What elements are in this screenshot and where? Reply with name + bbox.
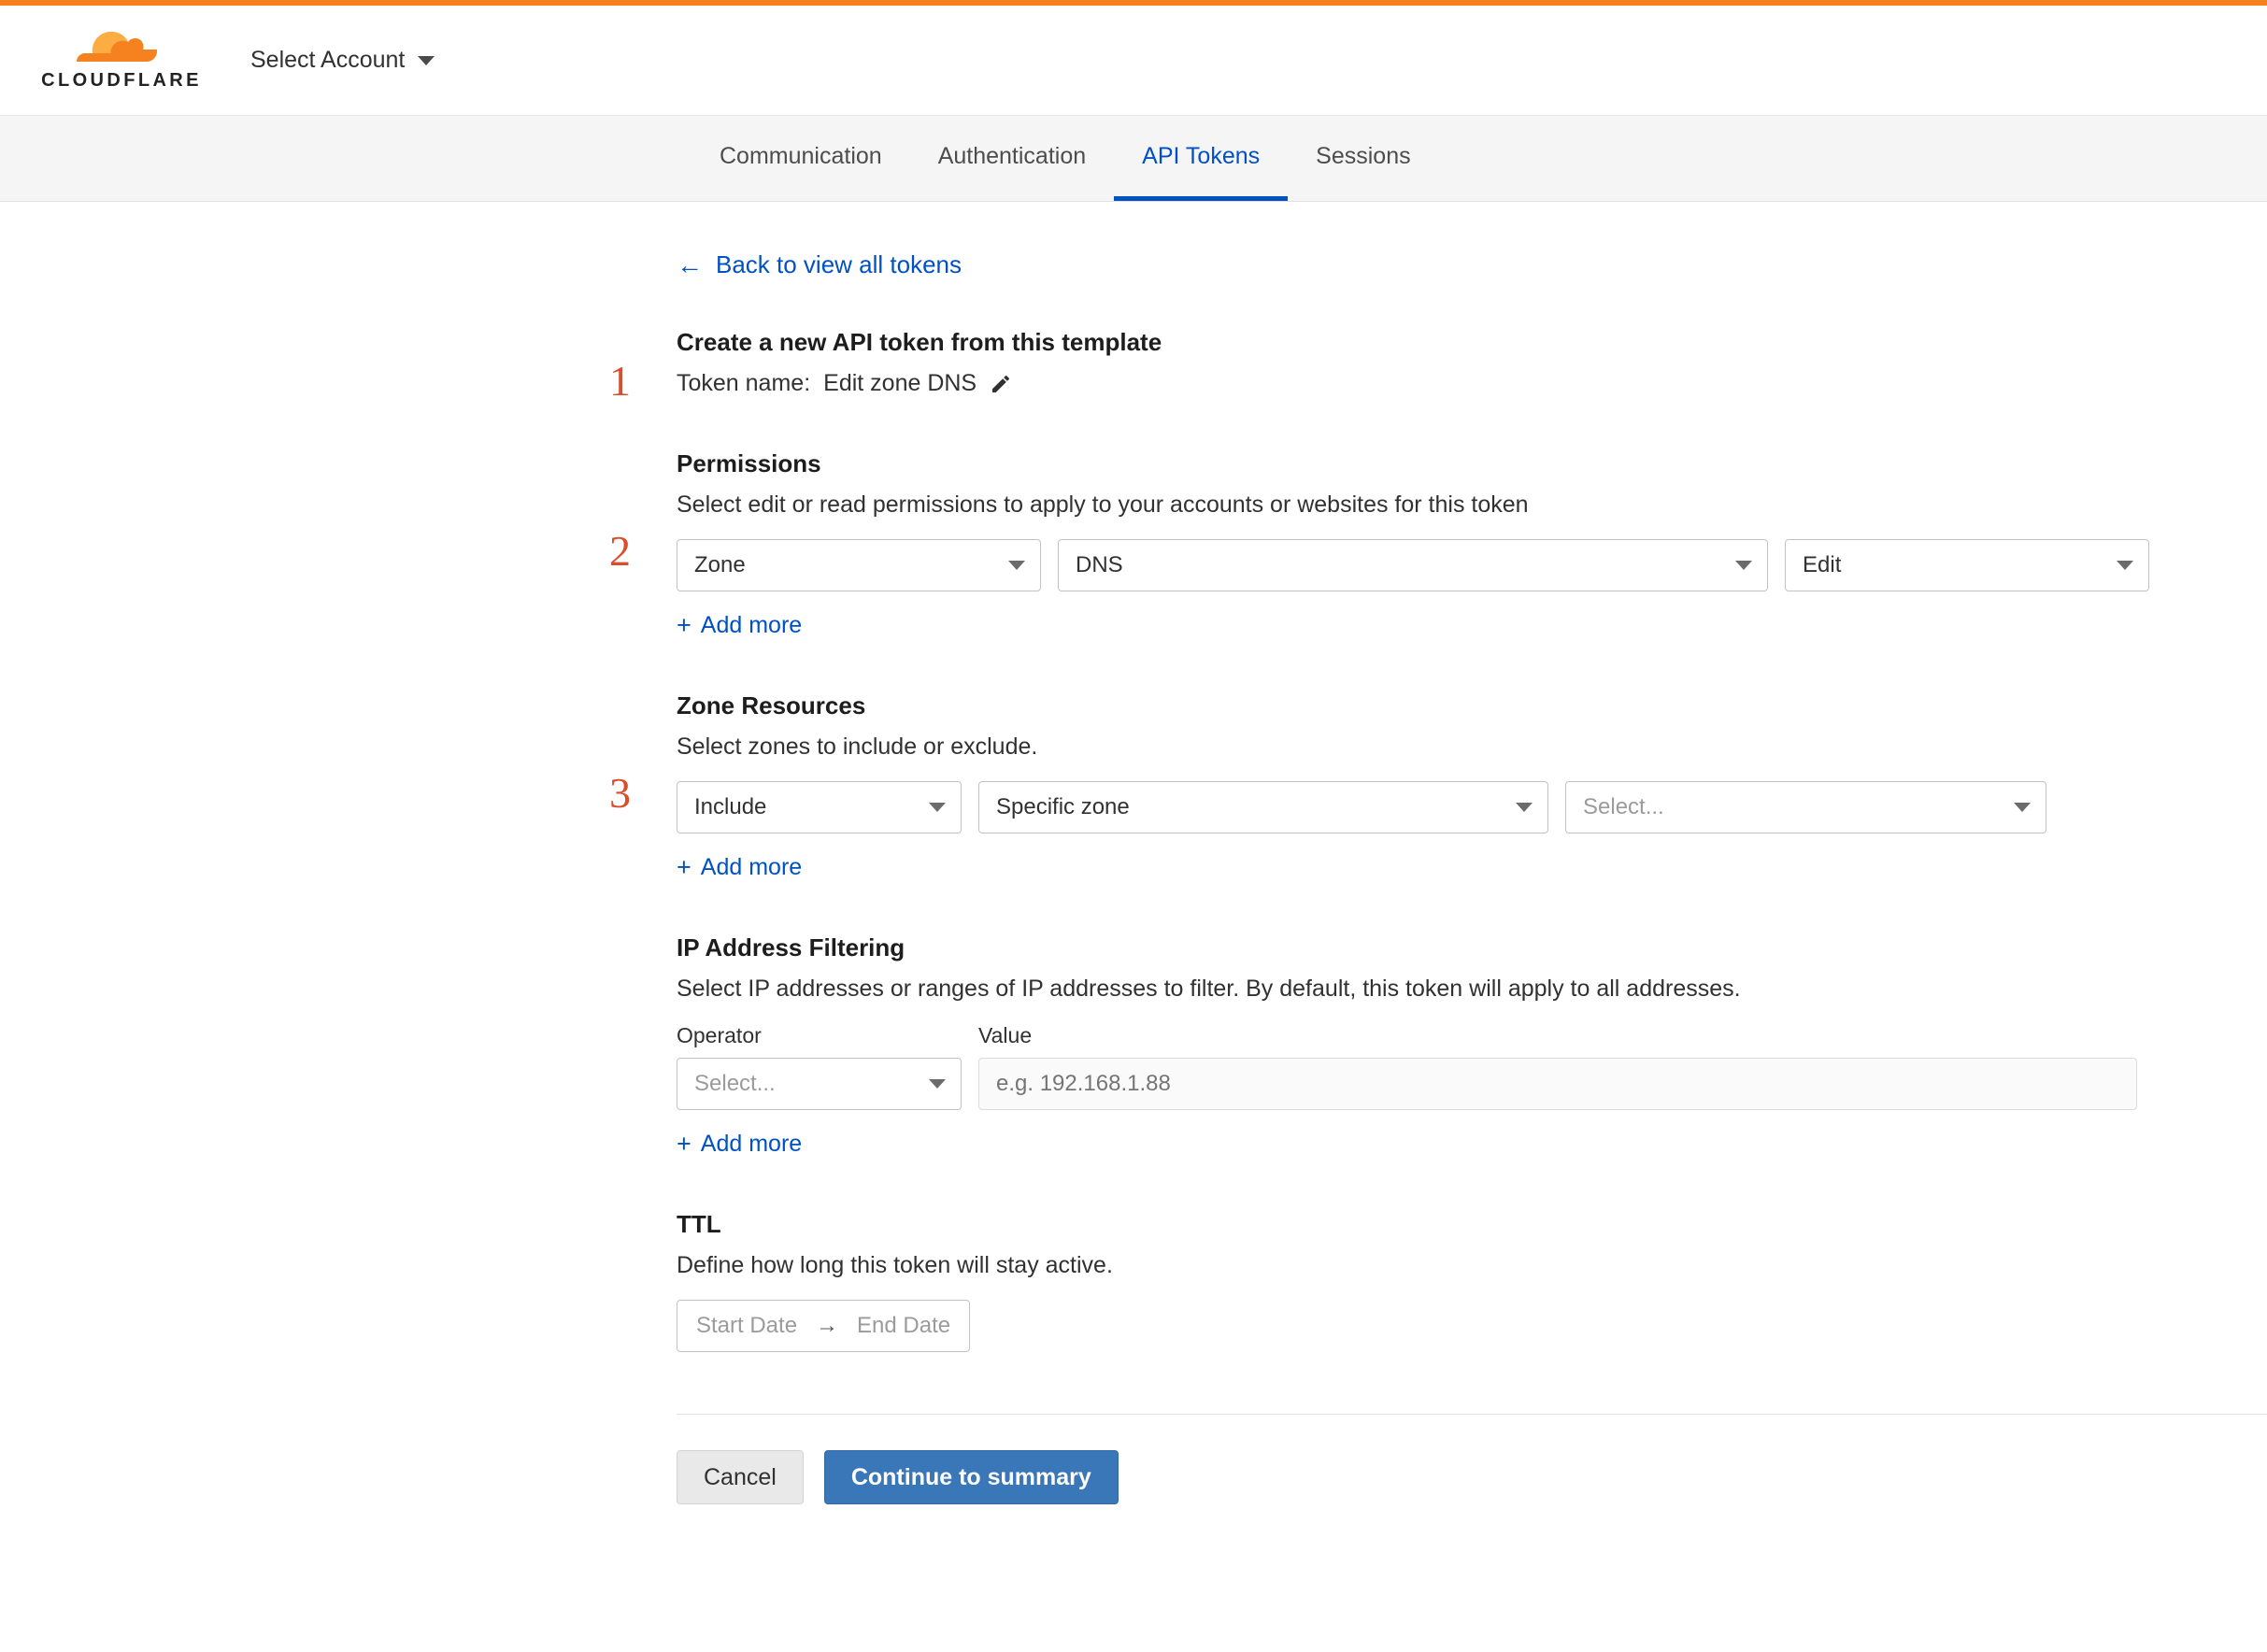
cancel-button[interactable]: Cancel xyxy=(677,1450,804,1504)
operator-field xyxy=(677,1023,962,1110)
main-content xyxy=(0,202,2267,1560)
end-date-placeholder: End Date xyxy=(857,1313,951,1338)
step-number-2: 2 xyxy=(609,527,631,575)
zone-resources-row xyxy=(677,781,2267,833)
account-selector-label: Select Account xyxy=(250,47,406,73)
chevron-down-icon xyxy=(2117,561,2133,570)
chevron-down-icon xyxy=(1735,561,1752,570)
arrow-left-icon: ← xyxy=(677,249,703,279)
permissions-title: Permissions xyxy=(677,449,821,477)
start-date-placeholder: Start Date xyxy=(696,1313,798,1338)
ip-filtering-row xyxy=(677,1023,2267,1110)
add-more-label: Add more xyxy=(700,1131,803,1157)
pencil-icon[interactable] xyxy=(990,373,1012,395)
operator-label: Operator xyxy=(677,1023,762,1047)
tab-label: API Tokens xyxy=(1142,142,1261,169)
zone-resources-description: Select zones to include or exclude. xyxy=(677,733,1038,760)
zone-name-value: Select... xyxy=(1583,794,1664,819)
value-field xyxy=(978,1023,2137,1110)
add-more-label: Add more xyxy=(700,612,803,638)
ttl-section xyxy=(677,1210,2267,1352)
ip-filtering-section xyxy=(677,933,2267,1158)
nav-tabs xyxy=(0,116,2267,202)
arrow-right-icon: → xyxy=(816,1313,839,1338)
permissions-add-more-button[interactable] xyxy=(677,612,802,639)
zone-mode-select[interactable] xyxy=(677,781,962,833)
permissions-section xyxy=(609,449,2267,639)
footer-actions xyxy=(677,1450,2267,1560)
ip-filtering-title: IP Address Filtering xyxy=(677,933,905,961)
step-number-3: 3 xyxy=(609,769,631,817)
ttl-title: TTL xyxy=(677,1210,721,1238)
permissions-row xyxy=(677,539,2267,591)
ip-filtering-description: Select IP addresses or ranges of IP addresses to filter. By default, this token will apply to all addresses. xyxy=(677,976,1741,1002)
zone-resources-add-more-button[interactable] xyxy=(677,854,802,881)
account-selector[interactable] xyxy=(250,47,435,74)
plus-icon: + xyxy=(677,611,692,639)
permission-scope-value: Zone xyxy=(694,552,746,577)
chevron-down-icon xyxy=(418,56,435,65)
chevron-down-icon xyxy=(2014,803,2031,812)
plus-icon: + xyxy=(677,1130,692,1158)
chevron-down-icon xyxy=(929,803,946,812)
chevron-down-icon xyxy=(1516,803,1533,812)
zone-mode-value: Include xyxy=(694,794,767,819)
zone-resources-title: Zone Resources xyxy=(677,691,866,719)
permission-resource-value: DNS xyxy=(1076,552,1123,577)
cloudflare-cloud-icon xyxy=(70,29,173,68)
ttl-date-range-picker[interactable] xyxy=(677,1300,970,1352)
chevron-down-icon xyxy=(929,1079,946,1089)
tab-authentication[interactable] xyxy=(910,116,1114,201)
permission-resource-select[interactable] xyxy=(1058,539,1768,591)
permissions-description: Select edit or read permissions to apply to your accounts or websites for this token xyxy=(677,491,1529,518)
zone-resources-section xyxy=(609,691,2267,881)
chevron-down-icon xyxy=(1008,561,1025,570)
cloudflare-wordmark: CLOUDFLARE xyxy=(41,70,202,91)
ip-value-input[interactable] xyxy=(978,1058,2137,1110)
tab-sessions[interactable] xyxy=(1288,116,1438,201)
back-to-all-tokens-link[interactable] xyxy=(677,250,2267,279)
token-name-value: Edit zone DNS xyxy=(823,370,977,396)
token-template-section xyxy=(609,328,2267,405)
back-link-label: Back to view all tokens xyxy=(716,250,962,278)
permission-scope-select[interactable] xyxy=(677,539,1041,591)
continue-to-summary-button[interactable]: Continue to summary xyxy=(824,1450,1119,1504)
app-header xyxy=(0,6,2267,116)
value-label: Value xyxy=(978,1023,1033,1047)
zone-scope-select[interactable] xyxy=(978,781,1548,833)
permission-access-select[interactable] xyxy=(1785,539,2149,591)
tab-label: Communication xyxy=(720,142,882,169)
template-title: Create a new API token from this template xyxy=(677,328,1162,356)
step-number-1: 1 xyxy=(609,357,631,405)
tab-label: Authentication xyxy=(937,142,1087,169)
tab-api-tokens[interactable] xyxy=(1114,116,1288,201)
footer-divider xyxy=(677,1414,2267,1415)
zone-scope-value: Specific zone xyxy=(996,794,1130,819)
token-name-row xyxy=(677,370,2267,397)
permission-access-value: Edit xyxy=(1803,552,1842,577)
add-more-label: Add more xyxy=(700,854,803,880)
ip-filtering-add-more-button[interactable] xyxy=(677,1131,802,1158)
tab-communication[interactable] xyxy=(692,116,910,201)
operator-select[interactable] xyxy=(677,1058,962,1110)
plus-icon: + xyxy=(677,853,692,881)
cloudflare-logo[interactable] xyxy=(30,29,213,92)
token-name-label: Token name: xyxy=(677,370,811,396)
ttl-description: Define how long this token will stay active. xyxy=(677,1252,1113,1278)
zone-name-select[interactable] xyxy=(1565,781,2046,833)
tab-label: Sessions xyxy=(1316,142,1411,169)
operator-value: Select... xyxy=(694,1071,776,1096)
